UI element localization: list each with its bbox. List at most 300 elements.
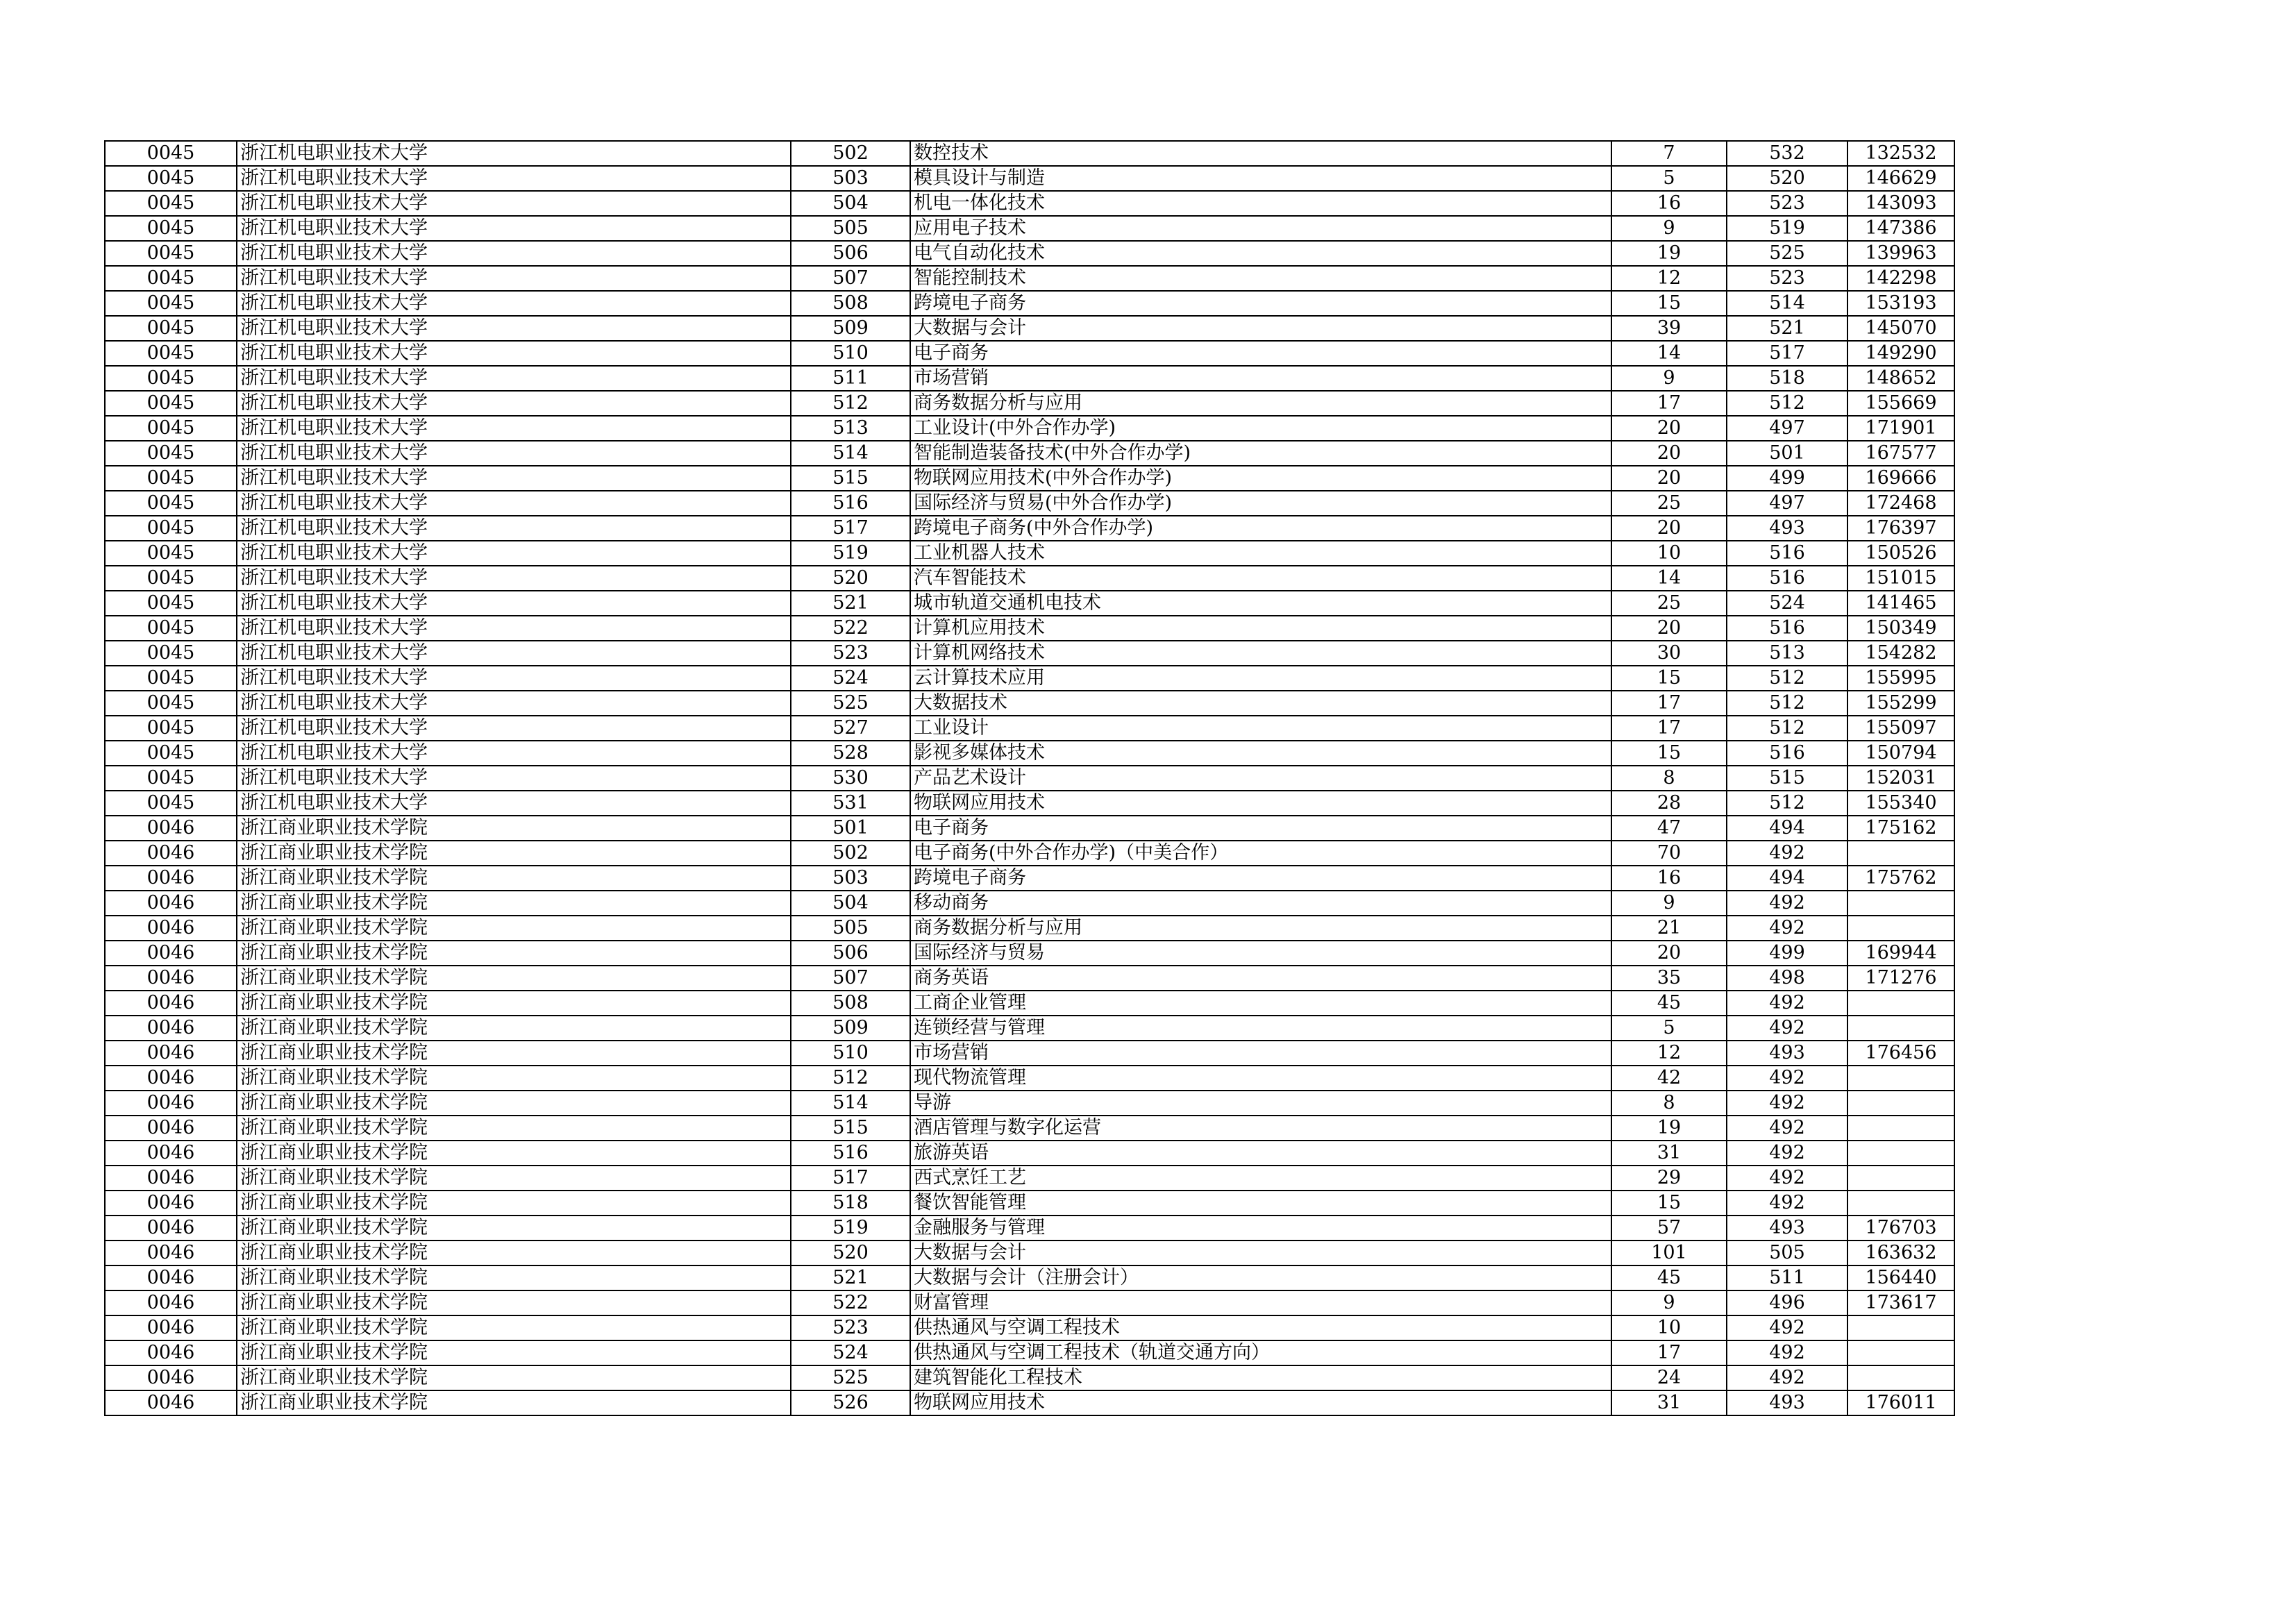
major-name-cell: 物联网应用技术(中外合作办学) [910,466,1611,491]
school-name-cell: 浙江机电职业技术大学 [237,141,791,166]
table-row [105,766,1954,791]
school-name-cell: 浙江商业职业技术学院 [237,1091,791,1116]
major-name-cell: 大数据与会计 [910,316,1611,341]
school-name-cell: 浙江机电职业技术大学 [237,441,791,466]
min-rank-cell: 145070 [1847,316,1954,341]
school-code-cell: 0045 [105,741,237,766]
min-score-cell: 497 [1727,416,1847,441]
min-rank-cell [1847,1091,1954,1116]
major-code-cell: 528 [791,741,910,766]
school-name-cell: 浙江机电职业技术大学 [237,341,791,366]
major-name-cell: 酒店管理与数字化运营 [910,1116,1611,1141]
school-code-cell: 0045 [105,291,237,316]
plan-count-cell: 20 [1611,416,1727,441]
plan-count-cell: 19 [1611,1116,1727,1141]
major-name-cell: 国际经济与贸易(中外合作办学) [910,491,1611,516]
min-rank-cell: 173617 [1847,1290,1954,1315]
plan-count-cell: 20 [1611,941,1727,966]
min-rank-cell: 175162 [1847,816,1954,841]
plan-count-cell: 16 [1611,866,1727,891]
major-code-cell: 505 [791,216,910,241]
min-score-cell: 512 [1727,691,1847,716]
major-name-cell: 电子商务 [910,341,1611,366]
min-rank-cell [1847,891,1954,916]
major-code-cell: 516 [791,491,910,516]
min-score-cell: 525 [1727,241,1847,266]
plan-count-cell: 24 [1611,1365,1727,1390]
min-rank-cell: 147386 [1847,216,1954,241]
min-score-cell: 498 [1727,966,1847,991]
major-name-cell: 建筑智能化工程技术 [910,1365,1611,1390]
table-row [105,716,1954,741]
min-rank-cell: 155669 [1847,391,1954,416]
school-code-cell: 0046 [105,1265,237,1290]
school-code-cell: 0045 [105,641,237,666]
major-code-cell: 512 [791,391,910,416]
major-code-cell: 507 [791,266,910,291]
school-name-cell: 浙江商业职业技术学院 [237,816,791,841]
plan-count-cell: 16 [1611,191,1727,216]
min-score-cell: 532 [1727,141,1847,166]
major-code-cell: 517 [791,516,910,541]
school-code-cell: 0046 [105,891,237,916]
school-code-cell: 0046 [105,816,237,841]
min-rank-cell: 172468 [1847,491,1954,516]
school-name-cell: 浙江机电职业技术大学 [237,316,791,341]
min-score-cell: 496 [1727,1290,1847,1315]
min-score-cell: 523 [1727,191,1847,216]
major-code-cell: 512 [791,1066,910,1091]
min-rank-cell [1847,1016,1954,1041]
school-code-cell: 0046 [105,1166,237,1191]
school-code-cell: 0046 [105,1290,237,1315]
school-name-cell: 浙江商业职业技术学院 [237,1066,791,1091]
min-rank-cell [1847,1315,1954,1340]
plan-count-cell: 20 [1611,516,1727,541]
major-code-cell: 524 [791,1340,910,1365]
school-code-cell: 0045 [105,416,237,441]
table-row [105,591,1954,616]
major-code-cell: 503 [791,866,910,891]
major-name-cell: 计算机网络技术 [910,641,1611,666]
plan-count-cell: 20 [1611,616,1727,641]
major-name-cell: 大数据与会计 [910,1241,1611,1265]
major-name-cell: 机电一体化技术 [910,191,1611,216]
plan-count-cell: 17 [1611,1340,1727,1365]
school-code-cell: 0045 [105,566,237,591]
school-name-cell: 浙江商业职业技术学院 [237,941,791,966]
min-rank-cell [1847,1191,1954,1216]
major-name-cell: 模具设计与制造 [910,166,1611,191]
school-code-cell: 0045 [105,616,237,641]
school-name-cell: 浙江商业职业技术学院 [237,966,791,991]
school-name-cell: 浙江商业职业技术学院 [237,1141,791,1166]
table-row [105,341,1954,366]
table-row [105,691,1954,716]
min-score-cell: 515 [1727,766,1847,791]
major-name-cell: 智能制造装备技术(中外合作办学) [910,441,1611,466]
plan-count-cell: 101 [1611,1241,1727,1265]
major-name-cell: 城市轨道交通机电技术 [910,591,1611,616]
plan-count-cell: 30 [1611,641,1727,666]
school-code-cell: 0046 [105,1340,237,1365]
min-rank-cell: 176703 [1847,1216,1954,1241]
table-row [105,291,1954,316]
min-rank-cell [1847,1340,1954,1365]
school-code-cell: 0046 [105,1241,237,1265]
min-rank-cell: 146629 [1847,166,1954,191]
min-score-cell: 492 [1727,1166,1847,1191]
min-rank-cell: 169944 [1847,941,1954,966]
min-score-cell: 519 [1727,216,1847,241]
major-code-cell: 508 [791,291,910,316]
major-name-cell: 财富管理 [910,1290,1611,1315]
table-row [105,316,1954,341]
major-code-cell: 509 [791,316,910,341]
table-row [105,866,1954,891]
min-rank-cell: 155995 [1847,666,1954,691]
plan-count-cell: 28 [1611,791,1727,816]
major-code-cell: 519 [791,541,910,566]
plan-count-cell: 20 [1611,466,1727,491]
major-code-cell: 507 [791,966,910,991]
school-name-cell: 浙江机电职业技术大学 [237,516,791,541]
min-score-cell: 520 [1727,166,1847,191]
min-score-cell: 523 [1727,266,1847,291]
min-score-cell: 492 [1727,1141,1847,1166]
plan-count-cell: 35 [1611,966,1727,991]
table-row [105,1166,1954,1191]
plan-count-cell: 39 [1611,316,1727,341]
plan-count-cell: 8 [1611,766,1727,791]
major-code-cell: 504 [791,191,910,216]
min-rank-cell: 176397 [1847,516,1954,541]
table-body [105,141,1954,1415]
min-score-cell: 513 [1727,641,1847,666]
table-row [105,741,1954,766]
min-rank-cell [1847,1166,1954,1191]
table-row [105,891,1954,916]
major-name-cell: 商务数据分析与应用 [910,916,1611,941]
school-name-cell: 浙江商业职业技术学院 [237,1390,791,1415]
school-code-cell: 0046 [105,1216,237,1241]
min-rank-cell: 169666 [1847,466,1954,491]
major-code-cell: 502 [791,141,910,166]
major-code-cell: 530 [791,766,910,791]
table-row [105,1390,1954,1415]
min-rank-cell: 139963 [1847,241,1954,266]
major-name-cell: 物联网应用技术 [910,791,1611,816]
major-code-cell: 514 [791,441,910,466]
school-code-cell: 0045 [105,391,237,416]
school-name-cell: 浙江机电职业技术大学 [237,741,791,766]
major-code-cell: 525 [791,691,910,716]
major-name-cell: 工商企业管理 [910,991,1611,1016]
school-code-cell: 0045 [105,591,237,616]
plan-count-cell: 15 [1611,741,1727,766]
table-row [105,1216,1954,1241]
major-name-cell: 电气自动化技术 [910,241,1611,266]
school-name-cell: 浙江商业职业技术学院 [237,1290,791,1315]
school-code-cell: 0046 [105,1091,237,1116]
major-code-cell: 518 [791,1191,910,1216]
major-name-cell: 供热通风与空调工程技术 [910,1315,1611,1340]
plan-count-cell: 10 [1611,1315,1727,1340]
major-name-cell: 汽车智能技术 [910,566,1611,591]
min-rank-cell: 153193 [1847,291,1954,316]
major-name-cell: 智能控制技术 [910,266,1611,291]
plan-count-cell: 70 [1611,841,1727,866]
school-name-cell: 浙江机电职业技术大学 [237,666,791,691]
major-name-cell: 跨境电子商务 [910,866,1611,891]
table-row [105,191,1954,216]
plan-count-cell: 31 [1611,1141,1727,1166]
school-code-cell: 0046 [105,1390,237,1415]
min-rank-cell: 155299 [1847,691,1954,716]
school-code-cell: 0046 [105,1016,237,1041]
min-score-cell: 512 [1727,391,1847,416]
plan-count-cell: 14 [1611,341,1727,366]
plan-count-cell: 9 [1611,1290,1727,1315]
school-name-cell: 浙江机电职业技术大学 [237,541,791,566]
min-score-cell: 492 [1727,1191,1847,1216]
min-rank-cell: 171901 [1847,416,1954,441]
plan-count-cell: 17 [1611,716,1727,741]
major-name-cell: 计算机应用技术 [910,616,1611,641]
school-code-cell: 0045 [105,341,237,366]
min-score-cell: 493 [1727,516,1847,541]
plan-count-cell: 45 [1611,1265,1727,1290]
school-code-cell: 0046 [105,916,237,941]
major-code-cell: 515 [791,466,910,491]
min-score-cell: 516 [1727,566,1847,591]
school-code-cell: 0046 [105,1365,237,1390]
table-row [105,166,1954,191]
school-name-cell: 浙江商业职业技术学院 [237,1116,791,1141]
table-row [105,1241,1954,1265]
school-code-cell: 0046 [105,991,237,1016]
table-row [105,1041,1954,1066]
min-score-cell: 501 [1727,441,1847,466]
school-code-cell: 0046 [105,966,237,991]
min-rank-cell: 176011 [1847,1390,1954,1415]
major-code-cell: 523 [791,1315,910,1340]
major-name-cell: 应用电子技术 [910,216,1611,241]
school-code-cell: 0045 [105,691,237,716]
plan-count-cell: 20 [1611,441,1727,466]
school-name-cell: 浙江机电职业技术大学 [237,266,791,291]
min-score-cell: 512 [1727,666,1847,691]
major-name-cell: 国际经济与贸易 [910,941,1611,966]
plan-count-cell: 5 [1611,1016,1727,1041]
table-row [105,1116,1954,1141]
major-code-cell: 526 [791,1390,910,1415]
major-name-cell: 金融服务与管理 [910,1216,1611,1241]
major-code-cell: 515 [791,1116,910,1141]
school-code-cell: 0046 [105,866,237,891]
plan-count-cell: 10 [1611,541,1727,566]
table-row [105,1265,1954,1290]
school-name-cell: 浙江商业职业技术学院 [237,1191,791,1216]
major-code-cell: 520 [791,1241,910,1265]
min-score-cell: 499 [1727,466,1847,491]
major-code-cell: 520 [791,566,910,591]
min-rank-cell [1847,1141,1954,1166]
school-code-cell: 0045 [105,541,237,566]
major-name-cell: 跨境电子商务 [910,291,1611,316]
min-score-cell: 516 [1727,616,1847,641]
min-rank-cell: 150526 [1847,541,1954,566]
min-score-cell: 492 [1727,1340,1847,1365]
major-name-cell: 旅游英语 [910,1141,1611,1166]
min-score-cell: 492 [1727,1365,1847,1390]
min-score-cell: 492 [1727,991,1847,1016]
plan-count-cell: 15 [1611,291,1727,316]
plan-count-cell: 15 [1611,666,1727,691]
school-name-cell: 浙江机电职业技术大学 [237,241,791,266]
min-score-cell: 492 [1727,1116,1847,1141]
plan-count-cell: 12 [1611,266,1727,291]
min-score-cell: 492 [1727,891,1847,916]
school-name-cell: 浙江商业职业技术学院 [237,1166,791,1191]
min-score-cell: 505 [1727,1241,1847,1265]
school-code-cell: 0045 [105,191,237,216]
min-rank-cell: 156440 [1847,1265,1954,1290]
major-name-cell: 云计算技术应用 [910,666,1611,691]
min-score-cell: 494 [1727,816,1847,841]
major-name-cell: 物联网应用技术 [910,1390,1611,1415]
school-code-cell: 0045 [105,766,237,791]
plan-count-cell: 25 [1611,591,1727,616]
min-rank-cell [1847,916,1954,941]
table-row [105,1191,1954,1216]
min-rank-cell [1847,991,1954,1016]
school-name-cell: 浙江机电职业技术大学 [237,691,791,716]
major-name-cell: 商务英语 [910,966,1611,991]
school-code-cell: 0045 [105,141,237,166]
table-row [105,466,1954,491]
school-code-cell: 0046 [105,1066,237,1091]
school-name-cell: 浙江机电职业技术大学 [237,566,791,591]
min-rank-cell: 148652 [1847,366,1954,391]
major-name-cell: 工业机器人技术 [910,541,1611,566]
min-score-cell: 516 [1727,741,1847,766]
school-name-cell: 浙江商业职业技术学院 [237,1365,791,1390]
school-name-cell: 浙江机电职业技术大学 [237,466,791,491]
major-name-cell: 移动商务 [910,891,1611,916]
table-row [105,141,1954,166]
major-code-cell: 523 [791,641,910,666]
min-rank-cell: 132532 [1847,141,1954,166]
major-name-cell: 商务数据分析与应用 [910,391,1611,416]
school-code-cell: 0046 [105,841,237,866]
plan-count-cell: 42 [1611,1066,1727,1091]
school-name-cell: 浙江商业职业技术学院 [237,1041,791,1066]
table-row [105,916,1954,941]
school-name-cell: 浙江机电职业技术大学 [237,591,791,616]
plan-count-cell: 31 [1611,1390,1727,1415]
table-row [105,941,1954,966]
table-row [105,1340,1954,1365]
min-score-cell: 492 [1727,1315,1847,1340]
table-row [105,816,1954,841]
min-rank-cell: 163632 [1847,1241,1954,1265]
major-code-cell: 506 [791,241,910,266]
major-name-cell: 现代物流管理 [910,1066,1611,1091]
plan-count-cell: 12 [1611,1041,1727,1066]
major-name-cell: 工业设计(中外合作办学) [910,416,1611,441]
table-row [105,366,1954,391]
min-rank-cell: 155097 [1847,716,1954,741]
school-name-cell: 浙江商业职业技术学院 [237,841,791,866]
min-rank-cell: 141465 [1847,591,1954,616]
major-code-cell: 522 [791,616,910,641]
min-rank-cell: 175762 [1847,866,1954,891]
school-name-cell: 浙江机电职业技术大学 [237,716,791,741]
school-name-cell: 浙江机电职业技术大学 [237,766,791,791]
min-rank-cell: 149290 [1847,341,1954,366]
school-code-cell: 0045 [105,491,237,516]
school-name-cell: 浙江机电职业技术大学 [237,416,791,441]
school-code-cell: 0045 [105,241,237,266]
min-score-cell: 494 [1727,866,1847,891]
major-code-cell: 509 [791,1016,910,1041]
school-name-cell: 浙江机电职业技术大学 [237,366,791,391]
table-row [105,566,1954,591]
table-row [105,1141,1954,1166]
table-row [105,616,1954,641]
min-score-cell: 521 [1727,316,1847,341]
major-name-cell: 大数据技术 [910,691,1611,716]
min-score-cell: 499 [1727,941,1847,966]
table-row [105,1290,1954,1315]
school-code-cell: 0046 [105,1191,237,1216]
table-row [105,666,1954,691]
table-row [105,791,1954,816]
table-row [105,391,1954,416]
major-code-cell: 521 [791,1265,910,1290]
table-row [105,441,1954,466]
school-name-cell: 浙江机电职业技术大学 [237,291,791,316]
plan-count-cell: 5 [1611,166,1727,191]
min-score-cell: 492 [1727,1066,1847,1091]
major-name-cell: 市场营销 [910,366,1611,391]
major-code-cell: 506 [791,941,910,966]
table-row [105,1066,1954,1091]
major-code-cell: 510 [791,341,910,366]
table-row [105,1016,1954,1041]
school-name-cell: 浙江商业职业技术学院 [237,991,791,1016]
min-score-cell: 492 [1727,841,1847,866]
school-code-cell: 0045 [105,316,237,341]
table-row [105,991,1954,1016]
plan-count-cell: 47 [1611,816,1727,841]
plan-count-cell: 9 [1611,366,1727,391]
table-row [105,216,1954,241]
school-name-cell: 浙江机电职业技术大学 [237,191,791,216]
major-code-cell: 525 [791,1365,910,1390]
major-name-cell: 连锁经营与管理 [910,1016,1611,1041]
min-rank-cell: 152031 [1847,766,1954,791]
major-code-cell: 524 [791,666,910,691]
major-code-cell: 522 [791,1290,910,1315]
major-code-cell: 527 [791,716,910,741]
school-code-cell: 0046 [105,1116,237,1141]
major-code-cell: 521 [791,591,910,616]
min-score-cell: 517 [1727,341,1847,366]
table-row [105,641,1954,666]
major-code-cell: 517 [791,1166,910,1191]
